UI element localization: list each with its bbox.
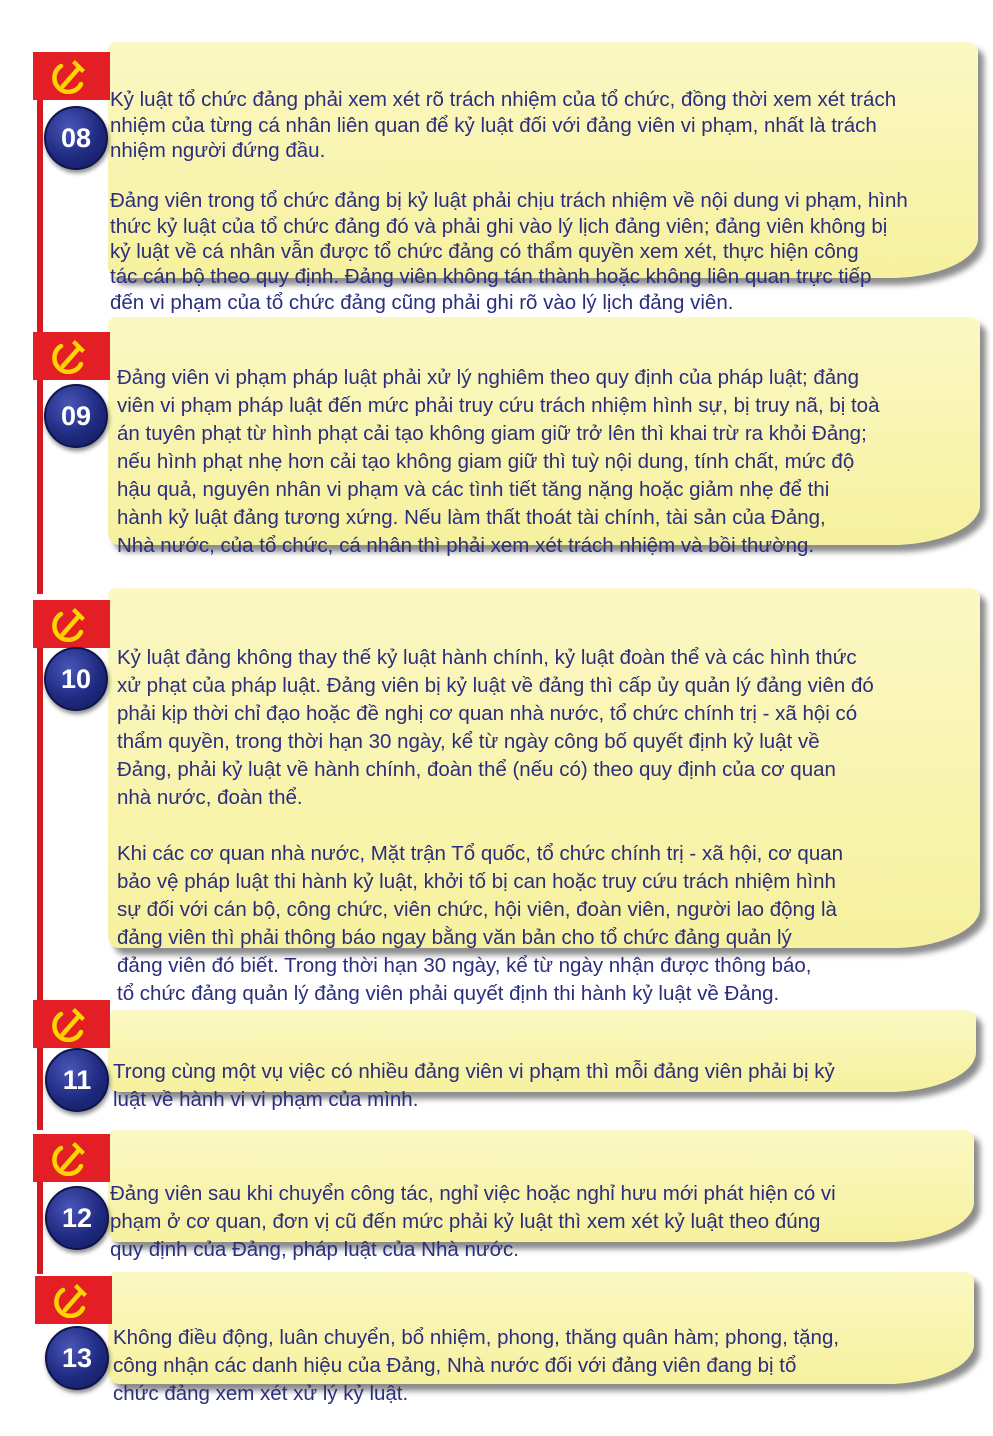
section-text	[110, 1152, 980, 1292]
section-11	[0, 1000, 993, 1130]
section-text	[113, 1030, 983, 1142]
paragraph: Khi các cơ quan nhà nước, Mặt trận Tổ quốc, tổ chức chính trị - xã hội, cơ quan bảo vệ pháp luật thi hành kỷ luật, khởi tố bị can hoặc truy cứu trách nhiệm hình sự đối với cán bộ, công chức, viên chức, hội viên, đoàn viên, người lao động là đảng viên thì phải thông báo ngay bằng văn bản cho tổ chức đảng quản lý đảng viên đó biết. Trong thời hạn 30 ngày, kể từ ngày nhận được thông báo, tổ chức đảng quản lý đảng viên phải quyết định thi hành kỷ luật về Đảng.	[117, 842, 844, 1005]
number-badge	[45, 1326, 109, 1390]
paragraph: Trong cùng một vụ việc có nhiều đảng viên vi phạm thì mỗi đảng viên phải bị kỷ luật về hành vi vi phạm của mình.	[113, 1060, 835, 1111]
paragraph: Đảng viên trong tổ chức đảng bị kỷ luật phải chịu trách nhiệm về nội dung vi phạm, hình thức kỷ luật của tổ chức đảng đó và phải ghi vào lý lịch đảng viên; đảng viên không bị kỷ luật về cá nhân vẫn được tổ chức đảng có thẩm quyền xem xét, thực hiện công tác cán bộ theo quy định. Đảng viên không tán thành hoặc không liên quan trực tiếp đến vi phạm của tổ chức đảng cũng phải ghi rõ vào lý lịch đảng viên.	[110, 189, 908, 314]
section-text	[113, 1296, 983, 1436]
section-text	[117, 616, 992, 1036]
number-badge	[45, 1048, 109, 1112]
section-10	[0, 600, 993, 1005]
hammer-and-sickle-icon	[51, 1140, 91, 1176]
section-number: 12	[61, 1202, 93, 1233]
section-number: 10	[60, 663, 92, 694]
paragraph: Đảng viên sau khi chuyển công tác, nghỉ việc hoặc nghỉ hưu mới phát hiện có vi phạm ở cơ quan, đơn vị cũ đến mức phải kỷ luật thì xem xét kỷ luật theo đúng quy định của Đảng, pháp luật của Nhà nước.	[110, 1182, 836, 1261]
hammer-and-sickle-icon	[51, 338, 91, 374]
section-number: 08	[60, 122, 92, 153]
section-number: 09	[60, 400, 92, 431]
number-badge	[44, 384, 108, 448]
party-flag	[33, 1000, 110, 1048]
section-12	[0, 1134, 993, 1274]
paragraph: Kỷ luật đảng không thay thế kỷ luật hành chính, kỷ luật đoàn thể và các hình thức xử phạt của pháp luật. Đảng viên bị kỷ luật về đảng thì cấp ủy quản lý đảng viên đó phải kịp thời chỉ đạo hoặc đề nghị cơ quan nhà nước, tổ chức chính trị - xã hội có thẩm quyền, trong thời hạn 30 ngày, kể từ ngày công bố quyết định kỷ luật về Đảng, phải kỷ luật về hành chính, đoàn thể (nếu có) theo quy định của cơ quan nhà nước, đoàn thể.	[117, 646, 874, 809]
number-badge	[45, 1186, 109, 1250]
paragraph: Không điều động, luân chuyển, bổ nhiệm, phong, thăng quân hàm; phong, tặng, công nhận các danh hiệu của Đảng, Nhà nước đối với đảng viên đang bị tổ chức đảng xem xét xử lý kỷ luật.	[113, 1326, 840, 1405]
section-number: 11	[62, 1064, 92, 1095]
hammer-and-sickle-icon	[53, 1282, 93, 1318]
paragraph: Đảng viên vi phạm pháp luật phải xử lý nghiêm theo quy định của pháp luật; đảng viên vi phạm pháp luật đến mức phải truy cứu trách nhiệm hình sự, bị truy nã, bị toà án tuyên phạt từ hình phạt cải tạo không giam giữ trở lên thì khai trừ ra khỏi Đảng; nếu hình phạt nhẹ hơn cải tạo không giam giữ thì tuỳ nội dung, tính chất, mức độ hậu quả, nguyên nhân vi phạm và các tình tiết tăng nặng hoặc giảm nhẹ để thi hành kỷ luật đảng tương xứng. Nếu làm thất thoát tài chính, tài sản của Đảng, Nhà nước, của tổ chức, cá nhân thì phải xem xét trách nhiệm và bồi thường.	[117, 366, 880, 557]
hammer-and-sickle-icon	[51, 1006, 91, 1042]
section-13	[0, 1276, 993, 1404]
timeline-line	[37, 600, 43, 1002]
number-badge	[44, 647, 108, 711]
hammer-and-sickle-icon	[51, 58, 91, 94]
number-badge	[44, 106, 108, 170]
section-text	[110, 62, 990, 340]
party-flag	[33, 332, 110, 380]
section-number: 13	[61, 1342, 93, 1373]
party-flag	[33, 52, 110, 100]
section-09	[0, 332, 993, 594]
party-flag	[33, 1134, 110, 1182]
section-text	[117, 336, 992, 588]
party-flag	[35, 1276, 112, 1324]
party-flag	[33, 600, 110, 648]
section-08	[0, 52, 993, 332]
hammer-and-sickle-icon	[51, 606, 91, 642]
paragraph: Kỷ luật tổ chức đảng phải xem xét rõ trách nhiệm của tổ chức, đồng thời xem xét trách nhiệm của từng cá nhân liên quan để kỷ luật đối với đảng viên vi phạm, nhất là trách nhiệm người đứng đầu.	[110, 88, 897, 162]
